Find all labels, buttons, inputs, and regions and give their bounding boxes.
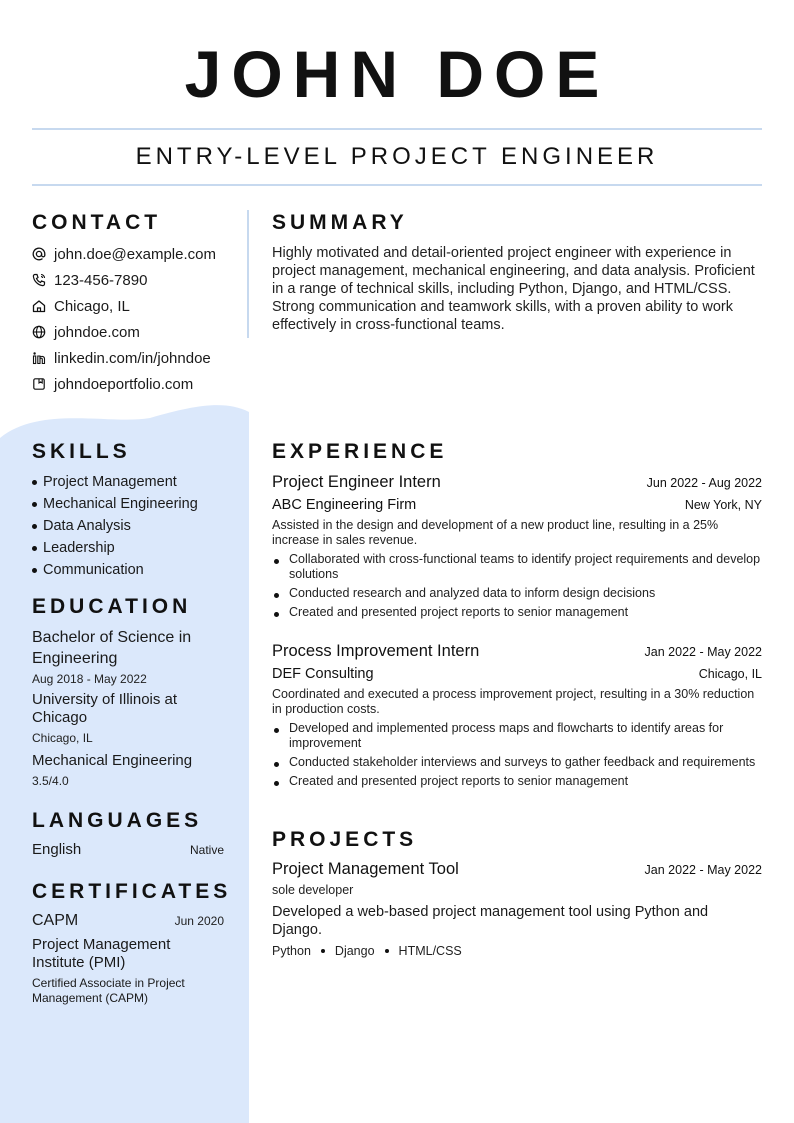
- skills-list: [32, 471, 242, 581]
- skill-item: [32, 515, 242, 537]
- job-company: ABC Engineering Firm: [272, 497, 417, 513]
- linkedin-icon: [32, 351, 46, 365]
- column-divider: [247, 210, 249, 338]
- project-role: sole developer: [272, 883, 354, 897]
- job-bullet: [272, 605, 762, 620]
- skill-item: [32, 537, 242, 559]
- job-location: Chicago, IL: [698, 667, 762, 681]
- experience-entry: [272, 642, 762, 793]
- job-title: Process Improvement Intern: [272, 642, 480, 660]
- job-dates: Jan 2022 - May 2022: [644, 645, 762, 659]
- job-title-heading: ENTRY-LEVEL PROJECT ENGINEER: [135, 143, 659, 170]
- at-icon: [32, 247, 46, 261]
- skill-item: [32, 471, 242, 493]
- job-dates: Jun 2022 - Aug 2022: [646, 476, 762, 490]
- skill-label: Data Analysis: [43, 518, 131, 534]
- education-degree: Bachelor of Science in Engineering: [32, 629, 192, 667]
- home-icon: [32, 299, 46, 313]
- job-bullet-text: Developed and implemented process maps and flowcharts to identify areas for improvement: [289, 721, 724, 750]
- certificate-name: CAPM: [32, 912, 79, 929]
- language-level: Native: [189, 843, 224, 857]
- education-field: Mechanical Engineering: [32, 752, 193, 769]
- contact-linkedin-text: linkedin.com/in/johndoe: [54, 349, 211, 367]
- skill-item: [32, 493, 242, 515]
- contact-location: [32, 293, 242, 319]
- job-bullets: [272, 552, 762, 620]
- job-title: Project Engineer Intern: [272, 473, 441, 491]
- education-dates: Aug 2018 - May 2022: [32, 672, 147, 686]
- skill-label: Mechanical Engineering: [43, 496, 198, 512]
- bullet-icon: [274, 781, 279, 786]
- bullet-icon: [32, 568, 37, 573]
- bullet-icon: [32, 502, 37, 507]
- separator-dot-icon: [321, 949, 325, 953]
- contact-list: [32, 241, 242, 397]
- job-bullet: [272, 721, 762, 751]
- job-bullets: [272, 721, 762, 789]
- bullet-icon: [274, 728, 279, 733]
- job-company: DEF Consulting: [272, 666, 374, 682]
- project-title: Project Management Tool: [272, 860, 459, 878]
- name-heading: JOHN DOE: [184, 37, 610, 111]
- contact-phone[interactable]: [32, 267, 242, 293]
- header-divider-top: [32, 128, 762, 130]
- header-divider-bottom: [32, 184, 762, 186]
- project-tech-list: [272, 944, 762, 958]
- skill-item: [32, 559, 242, 581]
- skill-label: Communication: [43, 562, 144, 578]
- contact-email-text: john.doe@example.com: [54, 245, 216, 263]
- certificate-description: Certified Associate in Project Management (CAPM): [32, 976, 185, 1005]
- job-bullet-text: Conducted stakeholder interviews and surveys to gather feedback and requirements: [289, 755, 756, 769]
- language-name: English: [32, 841, 82, 858]
- project-entry: [272, 860, 762, 958]
- job-bullet: [272, 552, 762, 582]
- bullet-icon: [274, 593, 279, 598]
- contact-phone-text: 123-456-7890: [54, 271, 148, 289]
- bullet-icon: [32, 546, 37, 551]
- bullet-icon: [32, 524, 37, 529]
- languages-heading: LANGUAGES: [32, 809, 203, 832]
- separator-dot-icon: [385, 949, 389, 953]
- summary-text: Highly motivated and detail-oriented project engineer with experience in project management, mechanical engineering, and data analysis. Proficient in a range of technical skills, including Python, Django, and HTML/CSS. Strong communication and teamwork skills, with a proven ability to work effectively in cross-functional teams.: [272, 245, 755, 333]
- job-bullet-text: Conducted research and analyzed data to inform design decisions: [289, 586, 656, 600]
- job-bullet: [272, 586, 762, 601]
- job-bullet-text: Created and presented project reports to senior management: [289, 605, 629, 619]
- contact-heading: CONTACT: [32, 211, 162, 234]
- portfolio-icon: [32, 377, 46, 391]
- contact-website-text: johndoe.com: [54, 323, 140, 341]
- summary-heading: SUMMARY: [272, 211, 408, 234]
- job-location: New York, NY: [684, 498, 762, 512]
- skill-label: Leadership: [43, 540, 115, 556]
- job-bullet: [272, 755, 762, 770]
- job-bullet: [272, 774, 762, 789]
- bullet-icon: [274, 612, 279, 617]
- education-gpa: 3.5/4.0: [32, 774, 69, 788]
- contact-email[interactable]: [32, 241, 242, 267]
- project-description: Developed a web-based project management tool using Python and Django.: [272, 904, 709, 938]
- education-entry: [32, 627, 227, 789]
- certificates-heading: CERTIFICATES: [32, 880, 232, 903]
- contact-portfolio[interactable]: [32, 371, 242, 397]
- certificate-org: Project Management Institute (PMI): [32, 936, 171, 971]
- bullet-icon: [274, 762, 279, 767]
- contact-portfolio-text: johndoeportfolio.com: [54, 375, 194, 393]
- bullet-icon: [274, 559, 279, 564]
- tech-item: HTML/CSS: [398, 944, 462, 958]
- contact-linkedin[interactable]: [32, 345, 242, 371]
- experience-entry: [272, 473, 762, 624]
- job-bullet-text: Collaborated with cross-functional teams to identify project requirements and develop solutions: [289, 552, 761, 581]
- tech-item: Django: [334, 944, 375, 958]
- job-description: Assisted in the design and development of a new product line, resulting in a 25% increase in sales revenue.: [272, 518, 719, 547]
- contact-website[interactable]: [32, 319, 242, 345]
- experience-heading: EXPERIENCE: [272, 440, 448, 463]
- education-heading: EDUCATION: [32, 595, 192, 618]
- job-description: Coordinated and executed a process improvement project, resulting in a 30% reduction in production costs.: [272, 687, 755, 716]
- skill-label: Project Management: [43, 474, 177, 490]
- certificate-date: Jun 2020: [174, 914, 224, 928]
- phone-icon: [32, 273, 46, 287]
- skills-heading: SKILLS: [32, 440, 131, 463]
- project-dates: Jan 2022 - May 2022: [644, 863, 762, 877]
- education-school: University of Illinois at Chicago: [32, 691, 178, 726]
- globe-icon: [32, 325, 46, 339]
- job-bullet-text: Created and presented project reports to senior management: [289, 774, 629, 788]
- language-item: [32, 841, 224, 858]
- certificate-entry: [32, 912, 224, 1006]
- contact-location-text: Chicago, IL: [54, 297, 130, 315]
- bullet-icon: [32, 480, 37, 485]
- tech-item: Python: [272, 944, 311, 958]
- education-location: Chicago, IL: [32, 731, 93, 745]
- projects-heading: PROJECTS: [272, 828, 418, 851]
